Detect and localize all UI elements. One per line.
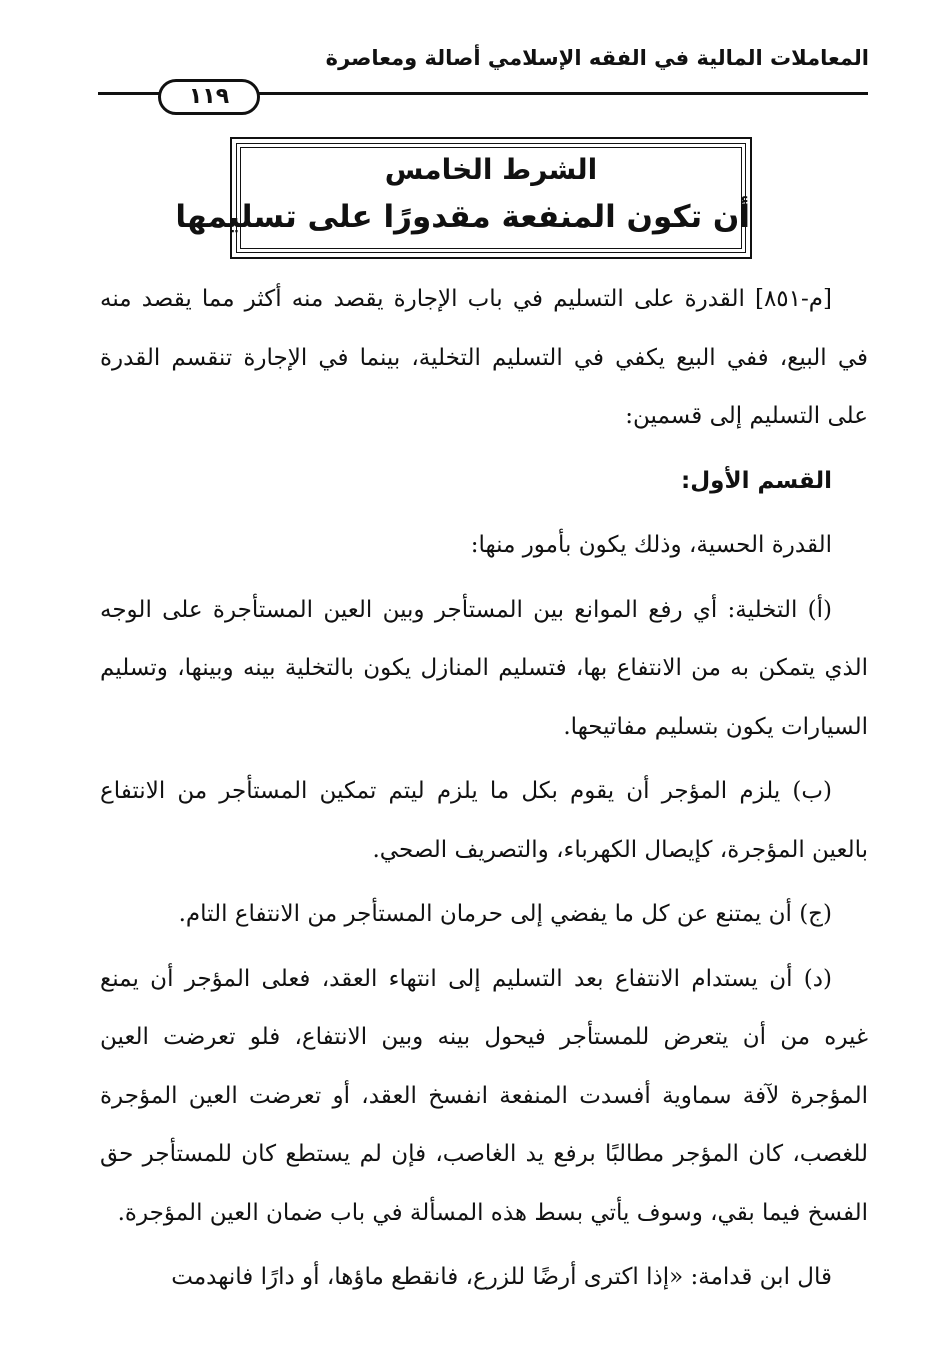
section-title-box [175,137,752,259]
paragraph-intro: [م-٨٥١] القدرة على التسليم في باب الإجارة يقصد منه أكثر مما يقصد منه في البيع، ففي البيع يكفي في التسليم التخلية، بينما في الإجارة تنقسم القدرة على التسليم إلى قسمين: [100,286,868,429]
page-number: ١١٩ [158,79,260,115]
running-header: المعاملات المالية في الفقه الإسلامي أصالة ومعاصرة [325,46,869,70]
section-title-line-1: الشرط الخامس [384,153,598,186]
list-item-b: (ب) يلزم المؤجر أن يقوم بكل ما يلزم ليتم تمكين المستأجر من الانتفاع بالعين المؤجرة، كإيصال الكهرباء، والتصريف الصحي. [100,778,868,863]
list-item-c: (ج) أن يمتنع عن كل ما يفضي إلى حرمان المستأجر من الانتفاع التام. [178,901,832,927]
section-title-line-2: أن تكون المنفعة مقدورًا على تسليمها [175,199,750,235]
list-item-d: (د) أن يستدام الانتفاع بعد التسليم إلى انتهاء العقد، فعلى المؤجر أن يمنع غيره من أن يتعرض للمستأجر فيحول بينه وبين الانتفاع، فلو تعرضت العين المؤجرة لآفة سماوية أفسدت المنفعة انفسخ العقد، أو تعرضت العين المؤجرة للغصب، كان المؤجر مطالبًا برفع يد الغاصب، فإن لم يستطع كان للمستأجر حق الفسخ فيما بقي، وسوف يأتي بسط هذه المسألة في باب ضمان العين المؤجرة. [100,965,868,1226]
paragraph-sensory-ability: القدرة الحسية، وذلك يكون بأمور منها: [470,532,832,558]
paragraph-quote: قال ابن قدامة: «إذا اكترى أرضًا للزرع، فانقطع ماؤها، أو دارًا فانهدمت [171,1264,832,1290]
list-item-a: (أ) التخلية: أي رفع الموانع بين المستأجر وبين العين المستأجرة على الوجه الذي يتمكن به من الانتفاع بها، فتسليم المنازل يكون بالتخلية بينه وبينها، وتسليم السيارات يكون بتسليم مفاتيحها. [100,596,868,740]
body-text [100,270,868,1307]
section-heading: القسم الأول: [681,467,832,494]
